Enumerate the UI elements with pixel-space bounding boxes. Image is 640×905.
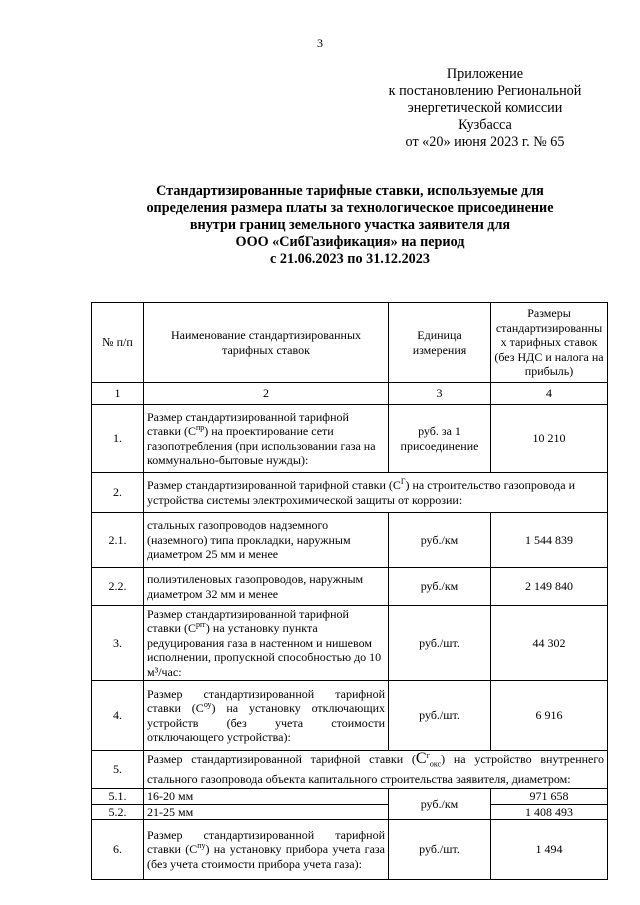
row-name: Размер стандартизированной тарифной ставки $(С^{оу})$ на установку отключающих устройств (без учета стоимости отключающего устройства): — [144, 681, 389, 751]
header-size: Размеры стандартизированны х тарифных ставок (без НДС и налога на прибыль) — [491, 303, 608, 383]
table-row — [92, 751, 608, 789]
row-num: 2. — [92, 473, 144, 513]
table-row — [92, 606, 608, 681]
row-num: 5.2. — [92, 804, 144, 820]
header-row — [92, 303, 608, 383]
tariff-table — [91, 302, 608, 880]
table-row — [92, 473, 608, 513]
row-value: 44 302 — [491, 606, 608, 681]
header-num: № п/п — [92, 303, 144, 383]
row-unit: руб./шт. — [389, 681, 491, 751]
row-name: Размер стандартизированной тарифной ставки $(С^{prг})$ на установку пункта редуцирования газа в настенном и нишевом исполнении, пропускной способностью до 10 м³/час: — [144, 606, 389, 681]
page-number: 3 — [317, 36, 323, 50]
approval-line: от «20» июня 2023 г. № 65 — [405, 134, 565, 150]
approval-line: энергетической комиссии — [407, 100, 563, 116]
row-num: 2.2. — [92, 568, 144, 606]
row-value: 1 494 — [491, 820, 608, 880]
approval-line: Кузбасса — [458, 117, 512, 133]
row-value: 1 408 493 — [491, 804, 608, 820]
approval-line: Приложение — [446, 66, 524, 82]
row-value: 1 544 839 — [491, 513, 608, 568]
row-name: 21-25 мм — [144, 804, 389, 820]
row-unit: руб./км — [389, 513, 491, 568]
header-unit: Единица измерения — [389, 303, 491, 383]
row-unit: руб./шт. — [389, 606, 491, 681]
row-name: Размер стандартизированной тарифной ставки $(С^г_{окс})$ на устройство внутреннего стального газопровода объекта капитального строительства заявителя, диаметром: — [144, 751, 608, 789]
col-number: 3 — [389, 383, 491, 405]
table-row — [92, 513, 608, 568]
table-row — [92, 789, 608, 805]
table-row — [92, 568, 608, 606]
column-number-row — [92, 383, 608, 405]
row-name: Размер стандартизированной тарифной ставки $(С^{пу})$ на установку прибора учета газа (без учета стоимости прибора учета газа): — [144, 820, 389, 880]
row-unit: руб. за 1 присоединение — [389, 405, 491, 473]
document-title — [95, 183, 605, 268]
row-name: полиэтиленовых газопроводов, наружным диаметром 32 мм и менее — [144, 568, 389, 606]
table-row — [92, 804, 608, 820]
header-name: Наименование стандартизированных тарифных ставок — [144, 303, 389, 383]
title-line: ООО «СибГазификация» на период — [235, 234, 465, 250]
row-unit: руб./км — [389, 789, 491, 820]
row-name: Размер стандартизированной тарифной ставки $(С^Г)$ на строительство газопровода и устройства системы электрохимической защиты от коррозии: — [144, 473, 608, 513]
row-unit: руб./шт. — [389, 820, 491, 880]
row-value: 10 210 — [491, 405, 608, 473]
row-value: 971 658 — [491, 789, 608, 805]
table-row — [92, 681, 608, 751]
col-number: 1 — [92, 383, 144, 405]
row-num: 2.1. — [92, 513, 144, 568]
row-num: 6. — [92, 820, 144, 880]
title-line: внутри границ земельного участка заявителя для — [189, 217, 511, 233]
row-name: 16-20 мм — [144, 789, 389, 805]
row-name: Размер стандартизированной тарифной ставки $(С^{пр})$ на проектирование сети газопотребления (при использовании газа на коммунально-бытовые нужды): — [144, 405, 389, 473]
row-num: 1. — [92, 405, 144, 473]
row-num: 3. — [92, 606, 144, 681]
table-row — [92, 405, 608, 473]
approval-block — [370, 66, 600, 151]
row-value: 6 916 — [491, 681, 608, 751]
title-line: определения размера платы за технологическое присоединение — [146, 200, 554, 216]
row-num: 4. — [92, 681, 144, 751]
title-line: с 21.06.2023 по 31.12.2023 — [270, 251, 430, 267]
table-row — [92, 820, 608, 880]
title-line: Стандартизированные тарифные ставки, используемые для — [156, 183, 544, 199]
row-unit: руб./км — [389, 568, 491, 606]
col-number: 4 — [491, 383, 608, 405]
row-value: 2 149 840 — [491, 568, 608, 606]
row-num: 5.1. — [92, 789, 144, 805]
col-number: 2 — [144, 383, 389, 405]
approval-line: к постановлению Региональной — [388, 83, 582, 99]
row-name: стальных газопроводов надземного (наземного) типа прокладки, наружным диаметром 25 мм и менее — [144, 513, 389, 568]
row-num: 5. — [92, 751, 144, 789]
